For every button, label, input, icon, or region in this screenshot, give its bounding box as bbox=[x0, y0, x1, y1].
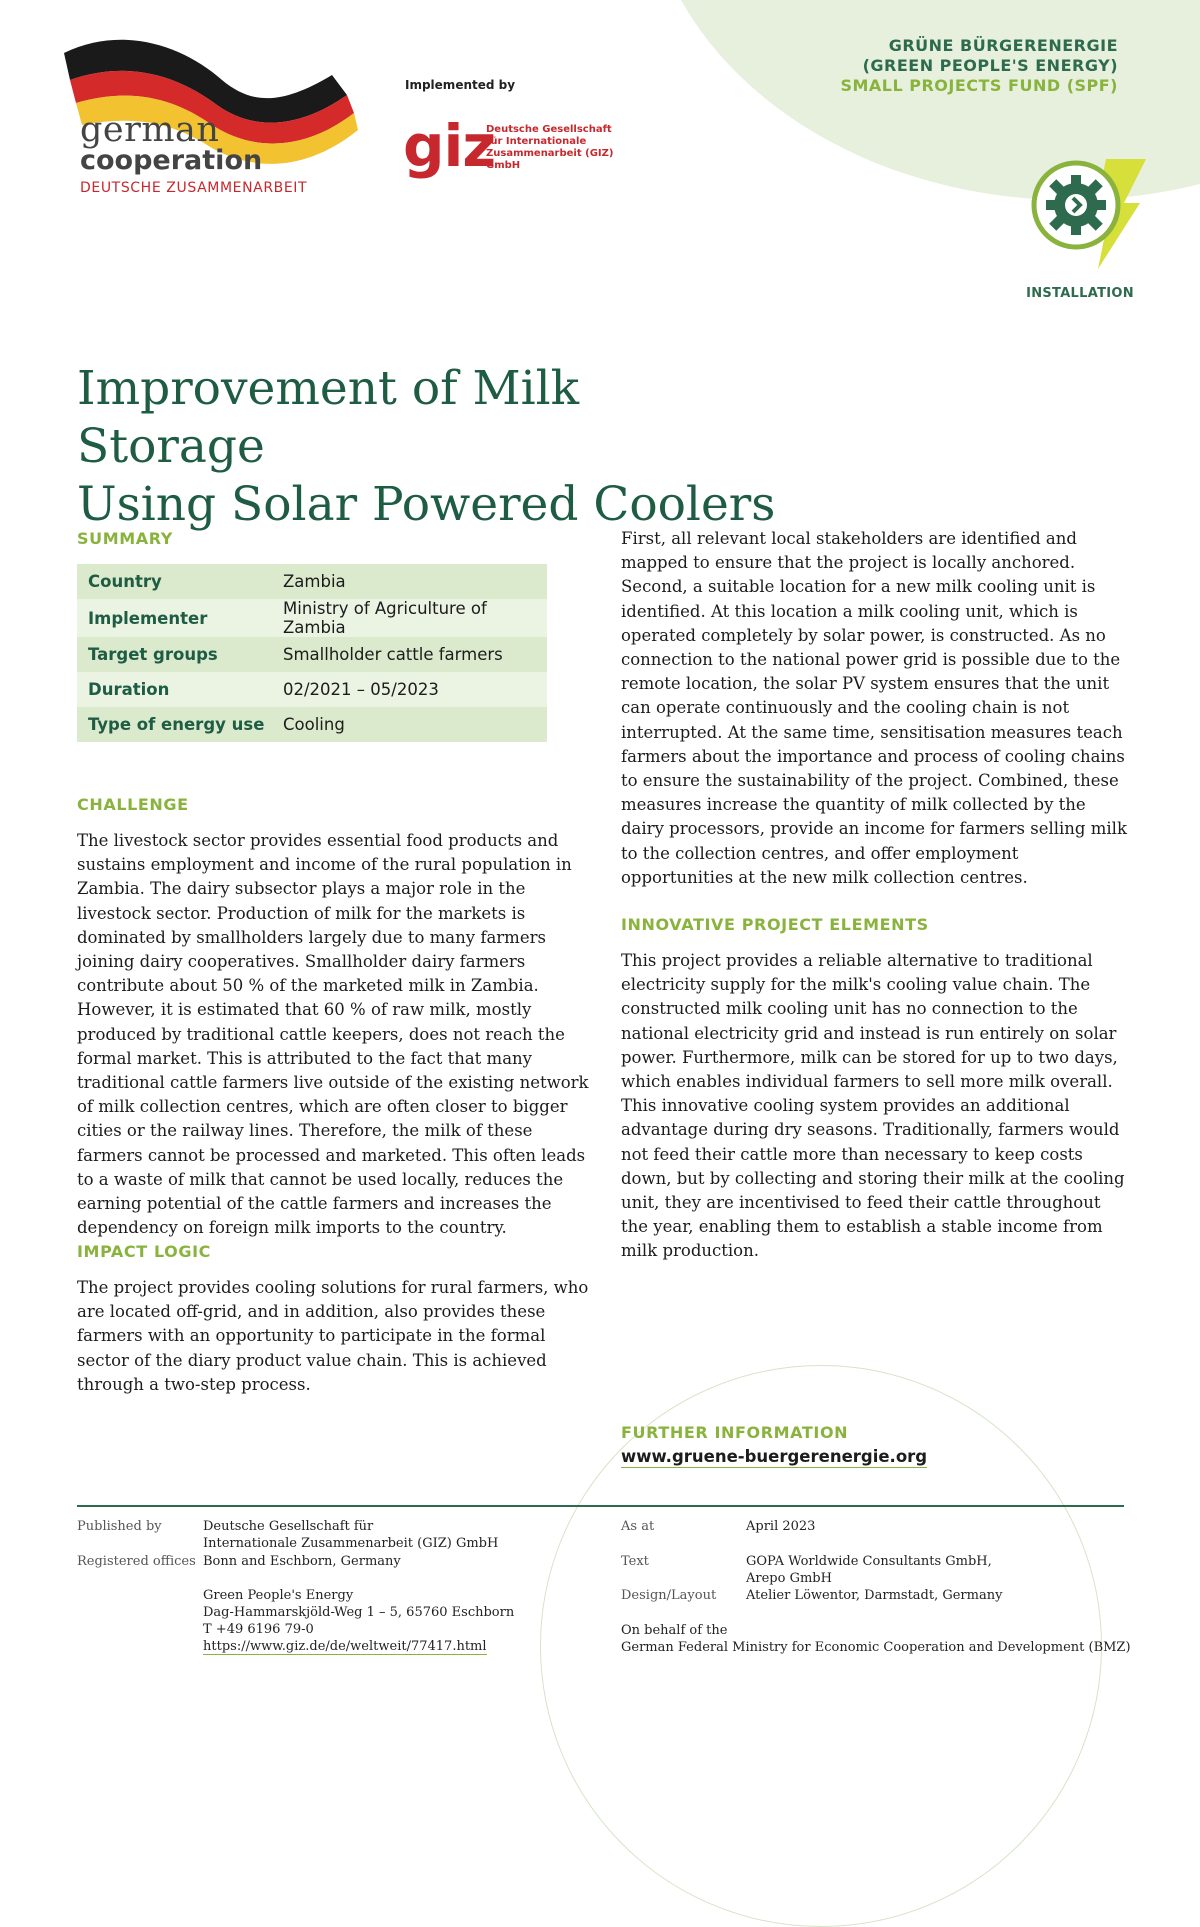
as-at-label: As at bbox=[621, 1519, 655, 1534]
contact-block bbox=[203, 1587, 533, 1655]
summary-value: Cooling bbox=[283, 715, 345, 734]
design-value: Atelier Löwentor, Darmstadt, Germany bbox=[746, 1588, 1003, 1603]
summary-table bbox=[77, 564, 547, 742]
text-credit-line: Arepo GmbH bbox=[746, 1571, 832, 1586]
gc-logo-word-cooperation: cooperation bbox=[80, 145, 263, 176]
summary-key: Implementer bbox=[88, 608, 208, 628]
summary-heading: SUMMARY bbox=[77, 529, 173, 548]
published-by-line: Internationale Zusammenarbeit (GIZ) GmbH bbox=[203, 1536, 499, 1551]
further-info-heading: FURTHER INFORMATION bbox=[621, 1423, 849, 1442]
giz-name-line: Deutsche Gesellschaft bbox=[486, 124, 612, 135]
table-row bbox=[77, 672, 547, 707]
impact-paragraph: The project provides cooling solutions for rural farmers, who are located off-grid, and in addition, also provides these farmers with an opportunity to participate in the formal sector of the diary product value chain. This is achieved through a two-step process. bbox=[77, 1278, 589, 1394]
text-credit-value bbox=[746, 1553, 1046, 1587]
as-at-value: April 2023 bbox=[746, 1519, 816, 1534]
programme-line-1: GRÜNE BÜRGERENERGIE bbox=[888, 36, 1118, 55]
table-row bbox=[77, 707, 547, 742]
giz-logo: giz bbox=[403, 112, 496, 180]
gear-lightning-icon bbox=[1028, 155, 1146, 273]
text-credit-line: GOPA Worldwide Consultants GmbH, bbox=[746, 1554, 992, 1569]
summary-key: Type of energy use bbox=[88, 715, 265, 734]
published-by-line: Deutsche Gesellschaft für bbox=[203, 1519, 374, 1534]
summary-value: Zambia bbox=[283, 572, 346, 591]
design-label: Design/Layout bbox=[621, 1588, 717, 1603]
on-behalf-line: German Federal Ministry for Economic Cooperation and Development (BMZ) bbox=[621, 1640, 1131, 1655]
published-by-value bbox=[203, 1518, 533, 1552]
programme-line-2: (GREEN PEOPLE'S ENERGY) bbox=[862, 56, 1118, 75]
gc-logo-word-german: german bbox=[80, 110, 220, 150]
summary-value: 02/2021 – 05/2023 bbox=[283, 680, 439, 699]
category-label: INSTALLATION bbox=[1026, 286, 1134, 301]
giz-name-line: Zusammenarbeit (GIZ) GmbH bbox=[486, 148, 614, 171]
table-row bbox=[77, 637, 547, 672]
table-row bbox=[77, 564, 547, 599]
implemented-by-label: Implemented by bbox=[405, 78, 516, 92]
contact-line: Dag-Hammarskjöld-Weg 1 – 5, 65760 Eschborn bbox=[203, 1605, 515, 1620]
innovative-heading: INNOVATIVE PROJECT ELEMENTS bbox=[621, 915, 929, 934]
challenge-paragraph: The livestock sector provides essential food products and sustains employment and income of the rural population in Zambia. The dairy subsector plays a major role in the livestock sector. Production of milk for the markets is dominated by smallholders largely due to many farmers joining dairy cooperatives. Smallholder dairy farmers contribute about 50 % of the marketed milk in Zambia. However, it is estimated that 60 % of raw milk, mostly produced by traditional cattle keepers, does not reach the formal market. This is attributed to the fact that many traditional cattle farmers live outside of the existing network of milk collection centres, which are often closer to bigger cities or the railway lines. Therefore, the milk of these farmers cannot be processed and marketed. This often leads to a waste of milk that cannot be used locally, reduces the earning potential of the cattle farmers and increases the dependency on foreign milk imports to the country. bbox=[77, 831, 589, 1238]
table-row bbox=[77, 599, 547, 637]
registered-offices-label: Registered offices bbox=[77, 1554, 196, 1569]
on-behalf-of bbox=[621, 1622, 1141, 1656]
published-by-label: Published by bbox=[77, 1519, 162, 1534]
on-behalf-line: On behalf of the bbox=[621, 1623, 728, 1638]
title-line: Improvement of Milk Storage bbox=[77, 361, 580, 474]
challenge-heading: CHALLENGE bbox=[77, 795, 189, 814]
summary-key: Target groups bbox=[88, 645, 218, 664]
impact-continued-paragraph: First, all relevant local stakeholders are identified and mapped to ensure that the project is locally anchored. Second, a suitable location for a new milk cooling unit is identified. At this location a milk cooling unit, which is operated completely by solar power, is constructed. As no connection to the national power grid is possible due to the remote location, the solar PV system ensures that the unit can operate continuously and the cooling chain is not interrupted. At the same time, sensitisation measures teach farmers about the importance and process of cooling chains to ensure the sustainability of the project. Combined, these measures increase the quantity of milk collected by the dairy processors, provide an income for farmers selling milk to the collection centres, and offer employment opportunities at the new milk collection centres. bbox=[621, 529, 1127, 887]
giz-name-line: für Internationale bbox=[486, 136, 587, 147]
title-line: Using Solar Powered Coolers bbox=[77, 477, 776, 532]
further-info-link[interactable]: www.gruene-buergerenergie.org bbox=[621, 1447, 928, 1466]
programme-line-3: SMALL PROJECTS FUND (SPF) bbox=[840, 76, 1118, 95]
gc-logo-tagline: DEUTSCHE ZUSAMMENARBEIT bbox=[80, 180, 308, 196]
page-title bbox=[77, 360, 777, 534]
giz-full-name bbox=[486, 124, 646, 172]
impact-heading: IMPACT LOGIC bbox=[77, 1242, 211, 1261]
registered-offices-value: Bonn and Eschborn, Germany bbox=[203, 1554, 401, 1569]
innovative-paragraph: This project provides a reliable alternative to traditional electricity supply for the milk's cooling value chain. The constructed milk cooling unit has no connection to the national electricity grid and instead is run entirely on solar power. Furthermore, milk can be stored for up to two days, which enables individual farmers to sell more milk overall. This innovative cooling system provides an additional advantage during dry seasons. Traditionally, farmers would not feed their cattle more than necessary to keep costs down, but by collecting and storing their milk at the cooling unit, they are incentivised to feed their cattle throughout the year, enabling them to establish a stable income from milk production. bbox=[621, 951, 1125, 1261]
summary-key: Country bbox=[88, 572, 162, 591]
summary-key: Duration bbox=[88, 680, 170, 699]
summary-value: Smallholder cattle farmers bbox=[283, 645, 503, 664]
text-credit-label: Text bbox=[621, 1554, 649, 1569]
summary-value: Ministry of Agriculture of Zambia bbox=[283, 599, 487, 637]
contact-line: Green People's Energy bbox=[203, 1588, 354, 1603]
contact-line: T +49 6196 79-0 bbox=[203, 1622, 314, 1637]
footer-divider bbox=[77, 1505, 1124, 1507]
giz-project-link[interactable]: https://www.giz.de/de/weltweit/77417.html bbox=[203, 1639, 487, 1654]
